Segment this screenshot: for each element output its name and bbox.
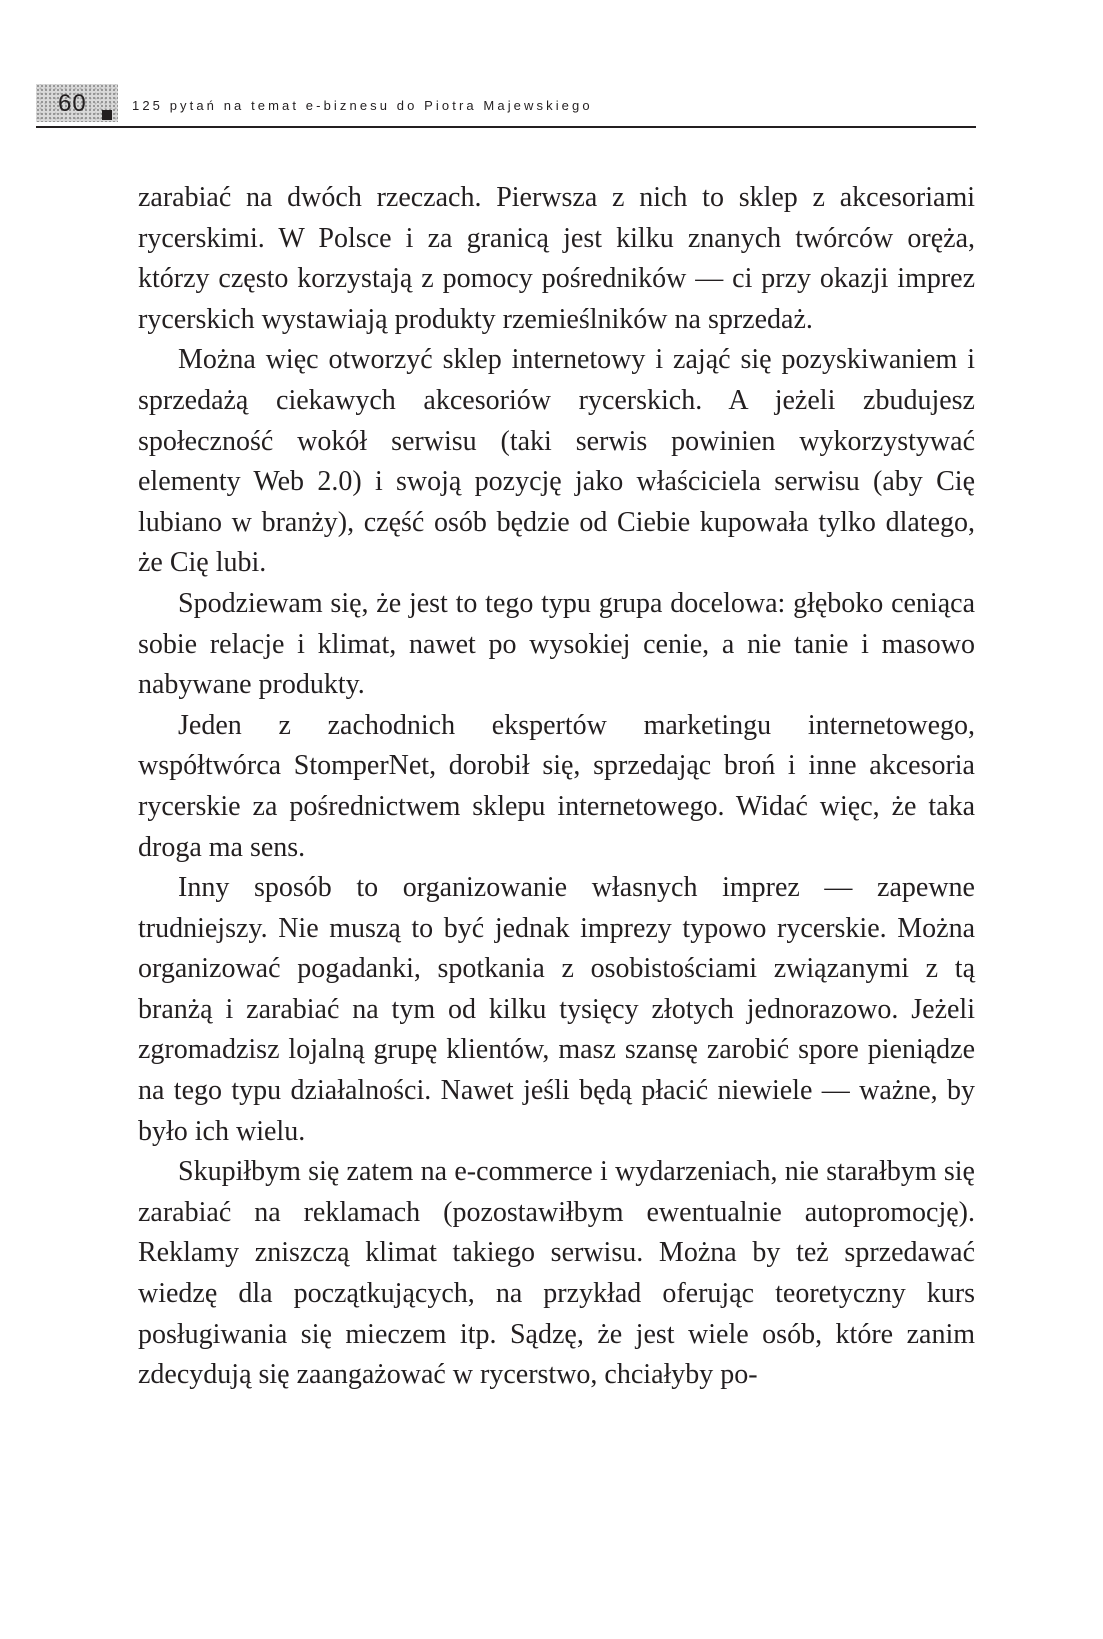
paragraph-3: Spodziewam się, że jest to tego typu grupa docelowa: głęboko ceniąca sobie relacje i klimat, nawet po wysokiej cenie, a nie tanie i masowo nabywane produkty.: [138, 587, 975, 701]
paragraph-5: Inny sposób to organizowanie własnych imprez — zapewne trudniejszy. Nie muszą to być jednak imprezy typowo rycerskie. Można organizować pogadanki, spotkania z osobistościami związanymi z tą branżą i zarabiać na tym od kilku tysięcy złotych jednorazowo. Jeżeli zgromadzisz lojalną grupę klientów, masz szansę zarobić spore pieniądze na tego typu działalności. Nawet jeśli będą płacić niewiele — ważne, by było ich wielu.: [138, 872, 975, 1147]
paragraph-4: Jeden z zachodnich ekspertów marketingu internetowego, współtwórca StomperNet, dorobił się, sprzedając broń i inne akcesoria rycerskie za pośrednictwem sklepu internetowego. Widać więc, że taka droga ma sens.: [138, 709, 975, 863]
paragraph-2: Można więc otworzyć sklep internetowy i zająć się pozyskiwaniem i sprzedażą ciekawych akcesoriów rycerskich. A jeżeli zbudujesz społeczność wokół serwisu (taki serwis powinien wykorzystywać elementy Web 2.0) i swoją pozycję jako właściciela serwisu (aby Cię lubiano w branży), część osób będzie od Ciebie kupowała tylko dlatego, że Cię lubi.: [138, 344, 975, 579]
running-title: 125 pytań na temat e-biznesu do Piotra Majewskiego: [132, 98, 593, 113]
header-rule: [36, 126, 976, 128]
page-number: 60: [58, 90, 87, 117]
body-text: [138, 178, 975, 1396]
page-header: [36, 84, 976, 128]
paragraph-6: Skupiłbym się zatem na e-commerce i wydarzeniach, nie starałbym się zarabiać na reklamach (pozostawiłbym ewentualnie autopromocję). Reklamy zniszczą klimat takiego serwisu. Można by też sprzedawać wiedzę dla początkujących, na przykład oferując teoretyczny kurs posługiwania się mieczem itp. Sądzę, że jest wiele osób, które zanim zdecydują się zaangażować w rycerstwo, chciałyby po-: [138, 1156, 975, 1391]
paragraph-1: zarabiać na dwóch rzeczach. Pierwsza z nich to sklep z akcesoriami rycerskimi. W Polsce i za granicą jest kilku znanych twórców oręża, którzy często korzystają z pomocy pośredników — ci przy okazji imprez rycerskich wystawiają produkty rzemieślników na sprzedaż.: [138, 182, 975, 335]
square-marker-icon: [102, 110, 112, 120]
